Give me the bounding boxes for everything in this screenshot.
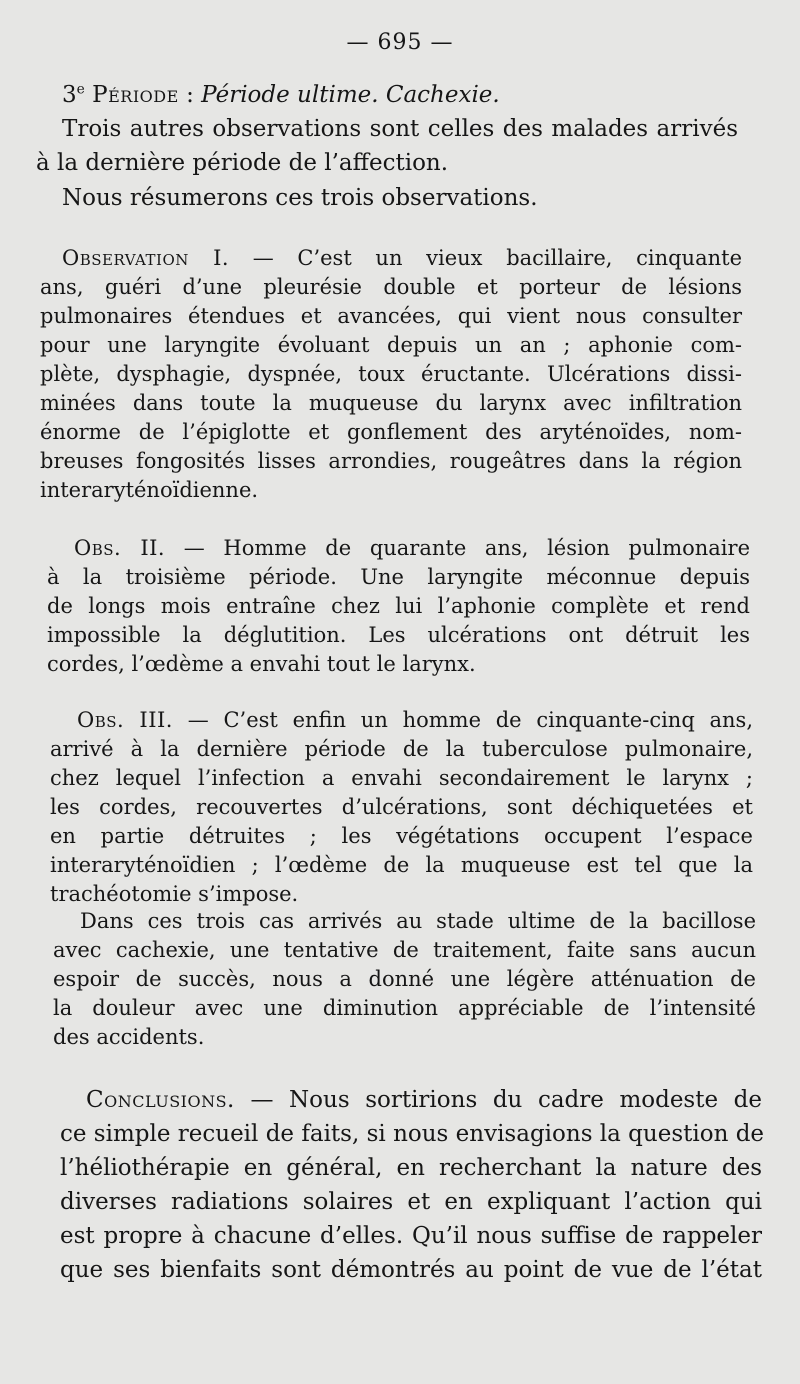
summary-line: la douleur avec une diminution appréciable de l’intensité [53,996,756,1020]
summary-line: Dans ces trois cas arrivés au stade ultime de la bacillose [80,909,756,933]
heading-ordinal: 3 [62,82,77,108]
section-heading [62,81,500,108]
obs1-line: ans, guéri d’une pleurésie double et porteur de lésions [40,275,742,299]
obs2-line: impossible la déglutition. Les ulcérations ont détruit les [47,623,750,647]
obs1-text: — C’est un vieux bacillaire, cinquante [229,246,742,270]
conclusions-line: diverses radiations solaires et en expliquant l’action qui [60,1189,762,1215]
obs1-line: énorme de l’épiglotte et gonflement des aryténoïdes, nom- [40,420,742,444]
summary-line: espoir de succès, nous a donné une légère atténuation de [53,967,756,991]
obs3-line: interaryténoïdien ; l’œdème de la muqueuse est tel que la [50,853,753,877]
obs2-line: à la troisième période. Une laryngite méconnue depuis [47,565,750,589]
obs1-line: plète, dysphagie, dyspnée, toux éructante. Ulcérations dissi- [40,362,742,386]
obs2-line: de longs mois entraîne chez lui l’aphonie complète et rend [47,594,750,618]
obs2-first-line [74,538,750,559]
obs1-line: pulmonaires étendues et avancées, qui vient nous consulter [40,304,742,328]
obs1-label: Observation I. [62,246,230,270]
obs3-line: trachéotomie s’impose. [50,882,299,906]
obs3-label: Obs. III. [77,708,173,732]
conclusions-line: est propre à chacune d’elles. Qu’il nous suffise de rappeler [60,1223,762,1249]
obs3-line: en partie détruites ; les végétations occupent l’espace [50,824,753,848]
obs3-line: chez lequel l’infection a envahi secondairement le larynx ; [50,766,753,790]
summary-line: des accidents. [53,1025,205,1049]
obs2-text: — Homme de quarante ans, lésion pulmonaire [165,536,750,560]
obs1-line: minées dans toute la muqueuse du larynx avec infiltration [40,391,742,415]
intro-line: à la dernière période de l’affection. [36,150,449,176]
conclusions-label: Conclusions. [86,1087,235,1113]
intro-line: Trois autres observations sont celles des malades arrivés [62,116,738,142]
conclusions-line: ce simple recueil de faits, si nous envisagions la question de [60,1121,765,1147]
obs1-line: interaryténoïdienne. [40,478,259,502]
conclusions-text: — Nous sortirions du cadre modeste de [234,1087,762,1113]
obs3-line: les cordes, recouvertes d’ulcérations, sont déchiquetées et [50,795,753,819]
conclusions-line: l’héliothérapie en général, en recherchant la nature des [60,1155,762,1181]
heading-label: Période [92,82,179,108]
summary-line: avec cachexie, une tentative de traitement, faite sans aucun [53,938,756,962]
obs3-first-line [77,710,753,731]
heading-separator: : [178,82,202,108]
obs2-line: cordes, l’œdème a envahi tout le larynx. [47,652,476,676]
page-number: — 695 — [346,30,454,55]
obs2-label: Obs. II. [74,536,166,560]
heading-ordinal-sup: e [76,81,85,98]
conclusions-line: que ses bienfaits sont démontrés au point de vue de l’état [60,1257,762,1283]
intro-line: Nous résumerons ces trois observations. [62,185,538,211]
obs1-first-line [62,248,742,269]
obs3-text: — C’est enfin un homme de cinquante-cinq ans, [173,708,753,732]
conclusions-first-line [86,1089,762,1112]
heading-title: Période ultime. Cachexie. [201,82,500,108]
obs3-line: arrivé à la dernière période de la tuberculose pulmonaire, [50,737,753,761]
obs1-line: pour une laryngite évoluant depuis un an ; aphonie com- [40,333,742,357]
obs1-line: breuses fongosités lisses arrondies, rougeâtres dans la région [40,449,742,473]
